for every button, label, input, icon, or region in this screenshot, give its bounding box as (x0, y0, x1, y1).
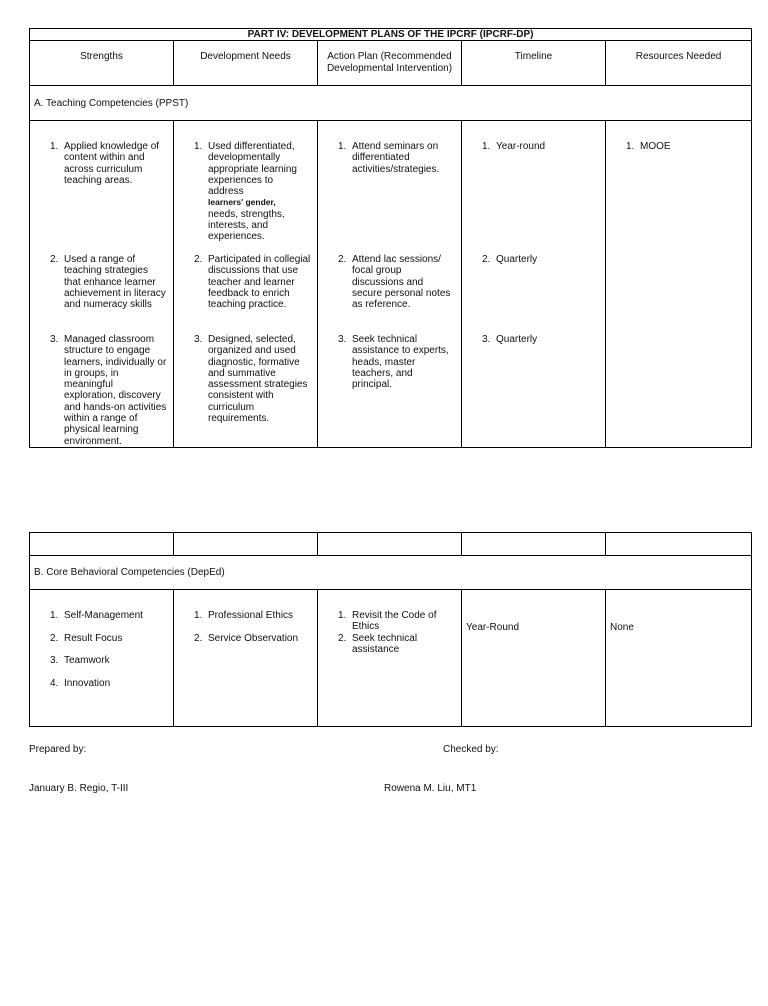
list-item: 3. Seek technical assistance to experts, heads, master teachers, and principal. (338, 334, 449, 391)
header-strengths: Strengths (80, 51, 123, 62)
list-item: 4. Innovation (50, 678, 111, 689)
needs-list (174, 121, 317, 424)
strengths-list (30, 121, 173, 447)
resources-list (606, 121, 751, 152)
list-item: 1. Applied knowledge of content within and across curriculum teaching areas. (50, 141, 160, 186)
section-b-label: B. Core Behavioral Competencies (DepEd) (30, 556, 752, 590)
actions-list (318, 121, 461, 390)
list-item: 2. Seek technical assistance (338, 632, 418, 655)
core-resources: None (610, 622, 634, 633)
core-needs-list (174, 590, 317, 644)
prepared-by-label: Prepared by: (29, 744, 87, 755)
header-timeline: Timeline (514, 51, 553, 62)
list-item: 3. Designed, selected, organized and used diagnostic, formative and summative assessment strategies consistent with curriculum requirements. (194, 334, 308, 425)
list-item: 2. Result Focus (50, 633, 123, 644)
list-item: 1. Year-round (482, 141, 546, 152)
list-item: 2. Participated in collegial discussions that use teacher and learner feedback to enrich teaching practice. (194, 254, 311, 311)
core-timeline: Year-Round (466, 622, 520, 633)
header-action-plan: Action Plan (Recommended Developmental Intervention) (326, 51, 453, 74)
list-item: 2. Used a range of teaching strategies that enhance learner achievement in literacy and numeracy skills (50, 254, 166, 311)
list-item: 3. Quarterly (482, 334, 538, 345)
development-plan-table-b (29, 532, 752, 727)
core-actions-list (318, 590, 461, 655)
checked-by-label: Checked by: (443, 744, 499, 755)
development-plan-table-a (29, 28, 752, 448)
list-item: 1. Used differentiated, developmentally appropriate learning experiences to address learners' gender, needs, strengths, interests, and experiences. (194, 141, 297, 243)
list-item: 2. Quarterly (482, 254, 538, 265)
list-item: 1. Professional Ethics (194, 610, 294, 621)
list-item: 1. Self-Management (50, 610, 143, 621)
part-title: PART IV: DEVELOPMENT PLANS OF THE IPCRF (IPCRF-DP) (30, 29, 752, 41)
timeline-list (462, 121, 605, 345)
header-development-needs: Development Needs (200, 51, 291, 62)
list-item: 1. Attend seminars on differentiated activities/strategies. (338, 141, 440, 175)
header-resources: Resources Needed (635, 51, 722, 62)
list-item: 3. Managed classroom structure to engage learners, individually or in groups, in meaningful exploration, discovery and hands-on activities within a range of physical learning environment. (50, 334, 167, 447)
section-a-label: A. Teaching Competencies (PPST) (30, 86, 752, 121)
list-item: 1. Revisit the Code of Ethics (338, 610, 437, 633)
list-item: 2. Attend lac sessions/ focal group discussions and secure personal notes as reference. (338, 254, 451, 311)
prepared-by-name: January B. Regio, T-III (29, 783, 129, 794)
list-item: 1. MOOE (626, 141, 671, 152)
core-strengths-list (30, 590, 173, 689)
list-item: 3. Teamwork (50, 655, 110, 666)
checked-by-name: Rowena M. Liu, MT1 (384, 783, 477, 794)
list-item: 2. Service Observation (194, 633, 299, 644)
